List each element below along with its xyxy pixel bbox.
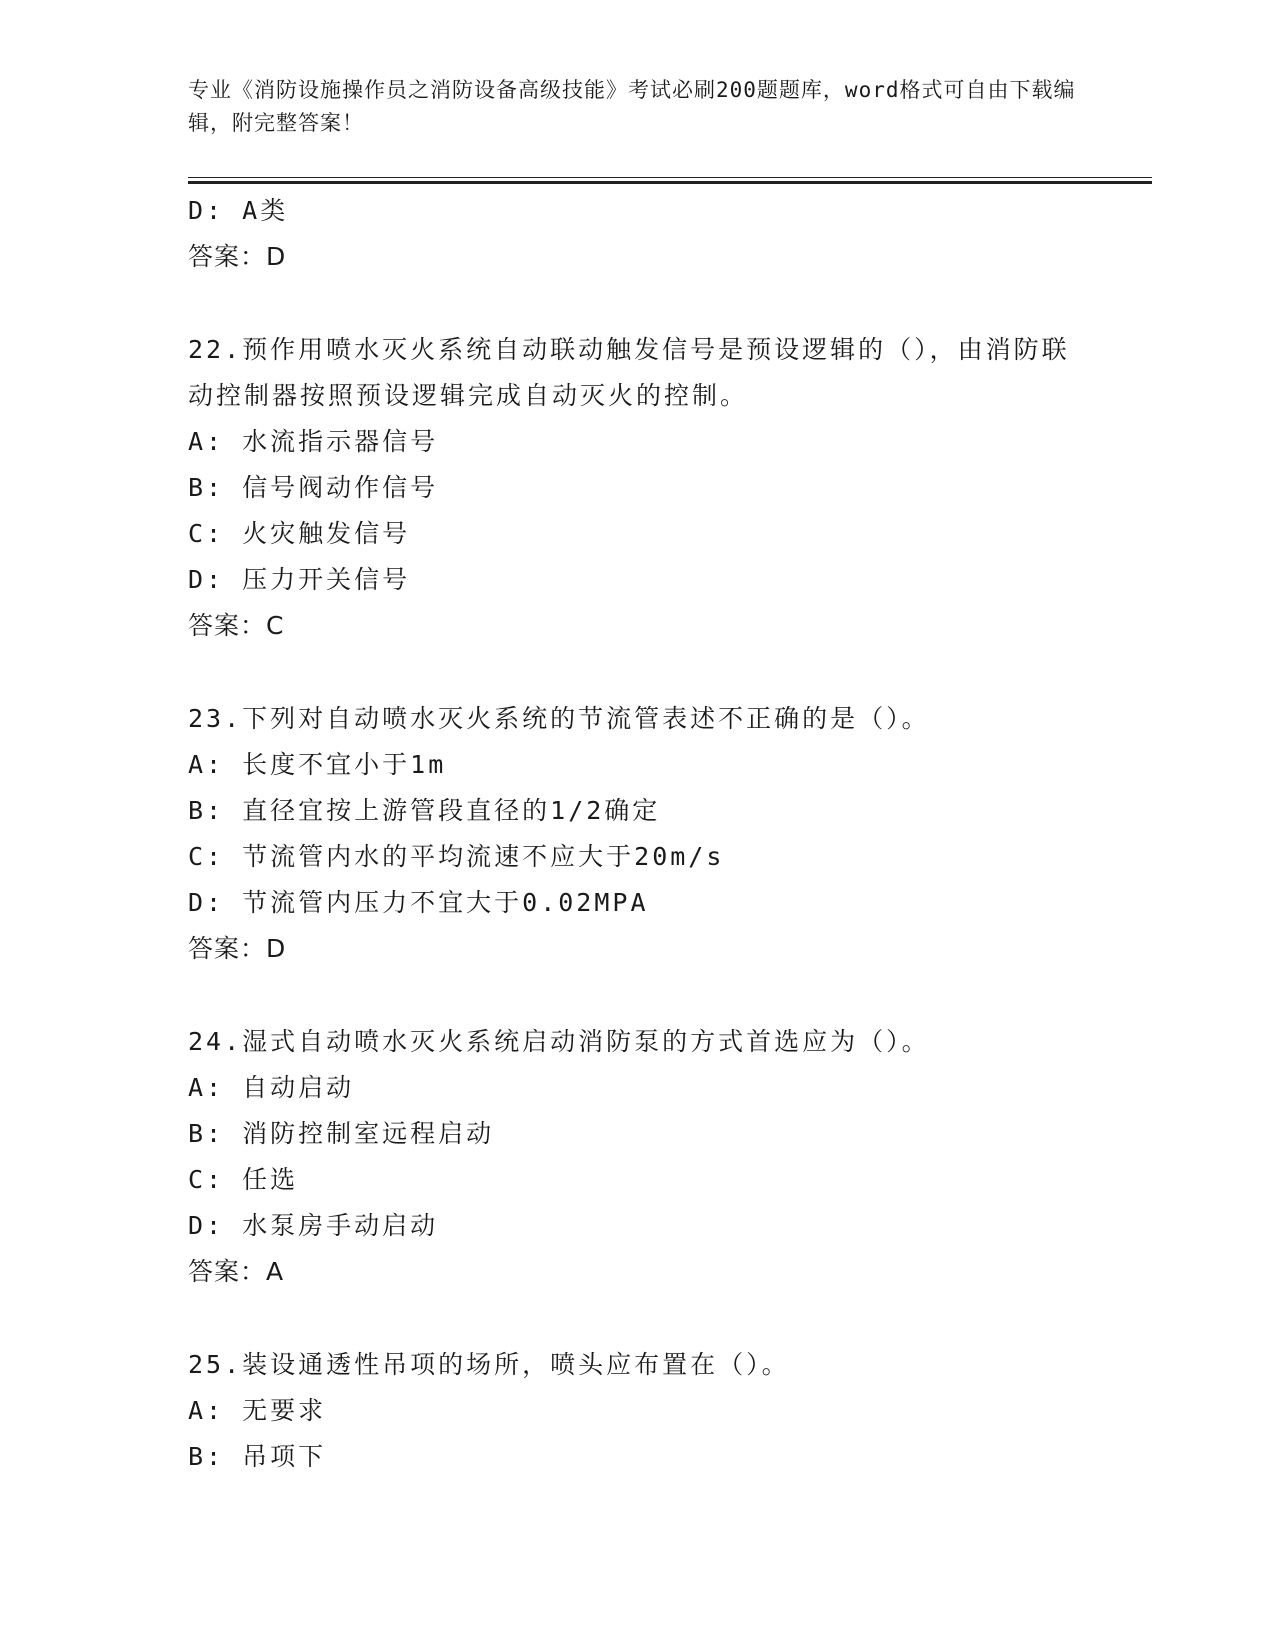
option-d: D: 压力开关信号 [188,565,411,594]
answer: 答案：D [188,934,287,963]
question-23 [188,696,1088,972]
question-text: 25.装设通透性吊项的场所，喷头应布置在（）。 [188,1350,790,1379]
prev-answer: 答案：D [188,242,287,271]
question-text: 24.湿式自动喷水灭火系统启动消防泵的方式首选应为（）。 [188,1027,930,1056]
option-a: A: 水流指示器信号 [188,427,439,456]
option-c: C: 节流管内水的平均流速不应大于20m/s [188,842,725,871]
question-list [188,188,1088,1480]
option-b: B: 直径宜按上游管段直径的1/2确定 [188,796,661,825]
question-text: 22.预作用喷水灭火系统自动联动触发信号是预设逻辑的（），由消防联动控制器按照预设逻辑完成自动灭火的控制。 [188,335,1070,410]
question-24 [188,1019,1088,1295]
option-b: B: 吊项下 [188,1442,327,1471]
question-text: 23.下列对自动喷水灭火系统的节流管表述不正确的是（）。 [188,704,930,733]
question-25 [188,1342,1088,1480]
answer: 答案：C [188,611,285,640]
question-22 [188,327,1088,649]
header-rule-thick [188,181,1152,184]
prev-option-d: D: A类 [188,196,289,225]
option-a: A: 自动启动 [188,1073,355,1102]
option-c: C: 任选 [188,1165,299,1194]
option-a: A: 长度不宜小于1m [188,750,447,779]
answer: 答案：A [188,1257,285,1286]
option-d: D: 水泵房手动启动 [188,1211,439,1240]
document-header: 专业《消防设施操作员之消防设备高级技能》考试必刷200题题库，word格式可自由下载编辑，附完整答案！ [188,78,1076,135]
option-d: D: 节流管内压力不宜大于0.02MPA [188,888,649,917]
option-b: B: 信号阀动作信号 [188,473,439,502]
option-b: B: 消防控制室远程启动 [188,1119,495,1148]
header-rule-thin [188,177,1152,178]
option-a: A: 无要求 [188,1396,327,1425]
option-c: C: 火灾触发信号 [188,519,411,548]
